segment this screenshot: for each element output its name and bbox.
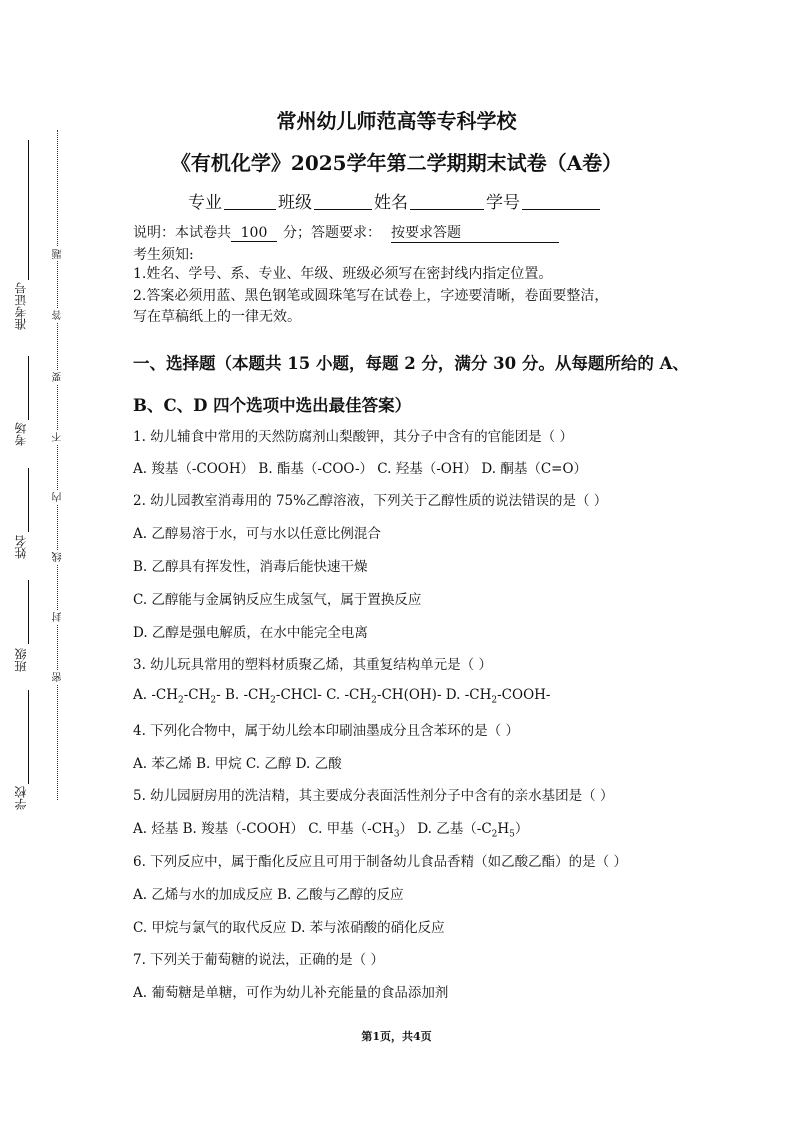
student-info-row: [188, 188, 602, 213]
field-blank-name[interactable]: [410, 191, 484, 210]
notes-mid: 分；答题要求：: [283, 225, 381, 241]
field-label-class: 班级: [278, 193, 312, 213]
school-title: 常州幼儿师范高等专科学校: [276, 109, 517, 133]
question-3-options: A. $-CH_2-CH_2-$ B. $-CH_2-CHCl-$ C. $-CH_2-CH(OH)-$ D. $-CH_2-COOH-$: [133, 687, 551, 706]
exam-notes-line3: 1.姓名、学号、系、专业、年级、班级必须写在密封线内指定位置。: [133, 266, 553, 282]
question-5-options: A. 烃基 B. 羧基（-COOH） C. 甲基$(-CH_3)$ D. 乙基$(-C_2H_5)$: [133, 821, 529, 840]
exam-notes-line2: 考生须知:: [133, 247, 194, 263]
seal-char: 线: [53, 552, 64, 562]
seal-char: 不: [53, 432, 64, 442]
question-3: 3. 幼儿玩具常用的塑料材质聚乙烯，其重复结构单元是（ ）: [133, 657, 492, 673]
binding-blank-class: [28, 580, 29, 644]
binding-label-exam-number: 准考证号: [14, 282, 28, 330]
field-blank-student-id[interactable]: [522, 191, 600, 210]
question-4: 4. 下列化合物中，属于幼儿绘本印刷油墨成分且含苯环的是（ ）: [133, 723, 519, 739]
field-label-student-id: 学号: [486, 193, 520, 213]
seal-dotted-line: [57, 130, 58, 800]
question-7: 7. 下列关于葡萄糖的说法，正确的是（ ）: [133, 952, 384, 968]
notes-prefix: 说明：本试卷共: [133, 225, 231, 241]
binding-blank-school: [28, 690, 29, 784]
field-blank-class[interactable]: [314, 191, 372, 210]
field-label-major: 专业: [188, 193, 222, 213]
question-7-option-a: A. 葡萄糖是单糖，可作为幼儿补充能量的食品添加剂: [133, 985, 449, 1001]
exam-notes-line4: 2.答案必须用蓝、黑色钢笔或圆珠笔写在试卷上，字迹要清晰，卷面要整洁，: [133, 288, 609, 304]
question-6: 6. 下列反应中，属于酯化反应且可用于制备幼儿食品香精（如乙酸乙酯）的是（ ）: [133, 854, 627, 870]
binding-label-name: 姓名: [14, 535, 28, 559]
question-4-options: A. 苯乙烯 B. 甲烷 C. 乙醇 D. 乙酸: [133, 756, 342, 772]
binding-blank-name: [28, 468, 29, 532]
page-number: 第1页，共4页: [361, 1030, 432, 1043]
total-score: 100: [231, 225, 277, 242]
binding-label-exam-room: 考场: [14, 422, 28, 446]
section-heading-line2: B、C、D 四个选项中选出最佳答案）: [133, 396, 412, 415]
seal-char: 答: [53, 310, 64, 320]
answer-requirement: 按要求答题: [391, 222, 559, 243]
seal-char: 密: [53, 672, 64, 682]
question-6-options-cd: C. 甲烷与氯气的取代反应 D. 苯与浓硝酸的硝化反应: [133, 920, 445, 936]
question-6-options-ab: A. 乙烯与水的加成反应 B. 乙酸与乙醇的反应: [133, 887, 404, 903]
binding-label-class: 班级: [14, 648, 28, 672]
exam-notes-line5: 写在草稿纸上的一律无效。: [133, 309, 301, 325]
question-2: 2. 幼儿园教室消毒用的 75%乙醇溶液，下列关于乙醇性质的说法错误的是（ ）: [133, 493, 608, 509]
question-2-option-d: D. 乙醇是强电解质，在水中能完全电离: [133, 625, 368, 641]
question-2-option-a: A. 乙醇易溶于水，可与水以任意比例混合: [133, 526, 381, 542]
binding-label-school: 学校: [14, 786, 28, 810]
section-heading-line1: 一、选择题（本题共 15 小题，每题 2 分，满分 30 分。从每题所给的 A、: [133, 354, 689, 373]
question-5: 5. 幼儿园厨房用的洗洁精，其主要成分表面活性剂分子中含有的亲水基团是（ ）: [133, 788, 614, 804]
binding-blank-exam-room: [28, 356, 29, 420]
question-1-options: A. 羧基（-COOH） B. 酯基（-COO-） C. 羟基（-OH） D. 酮基（C=O）: [133, 461, 588, 477]
field-label-name: 姓名: [374, 193, 408, 213]
seal-char: 题: [53, 249, 64, 259]
exam-title: 《有机化学》2025学年第二学期期末试卷（A卷）: [170, 151, 623, 175]
field-blank-major[interactable]: [224, 191, 276, 210]
question-1: 1. 幼儿辅食中常用的天然防腐剂山梨酸钾，其分子中含有的官能团是（ ）: [133, 429, 573, 445]
seal-char: 要: [53, 372, 64, 382]
seal-char: 内: [53, 492, 64, 502]
seal-char: 封: [53, 612, 64, 622]
exam-notes-line1: [133, 222, 559, 243]
question-2-option-b: B. 乙醇具有挥发性，消毒后能快速干燥: [133, 559, 368, 575]
question-2-option-c: C. 乙醇能与金属钠反应生成氢气，属于置换反应: [133, 592, 422, 608]
